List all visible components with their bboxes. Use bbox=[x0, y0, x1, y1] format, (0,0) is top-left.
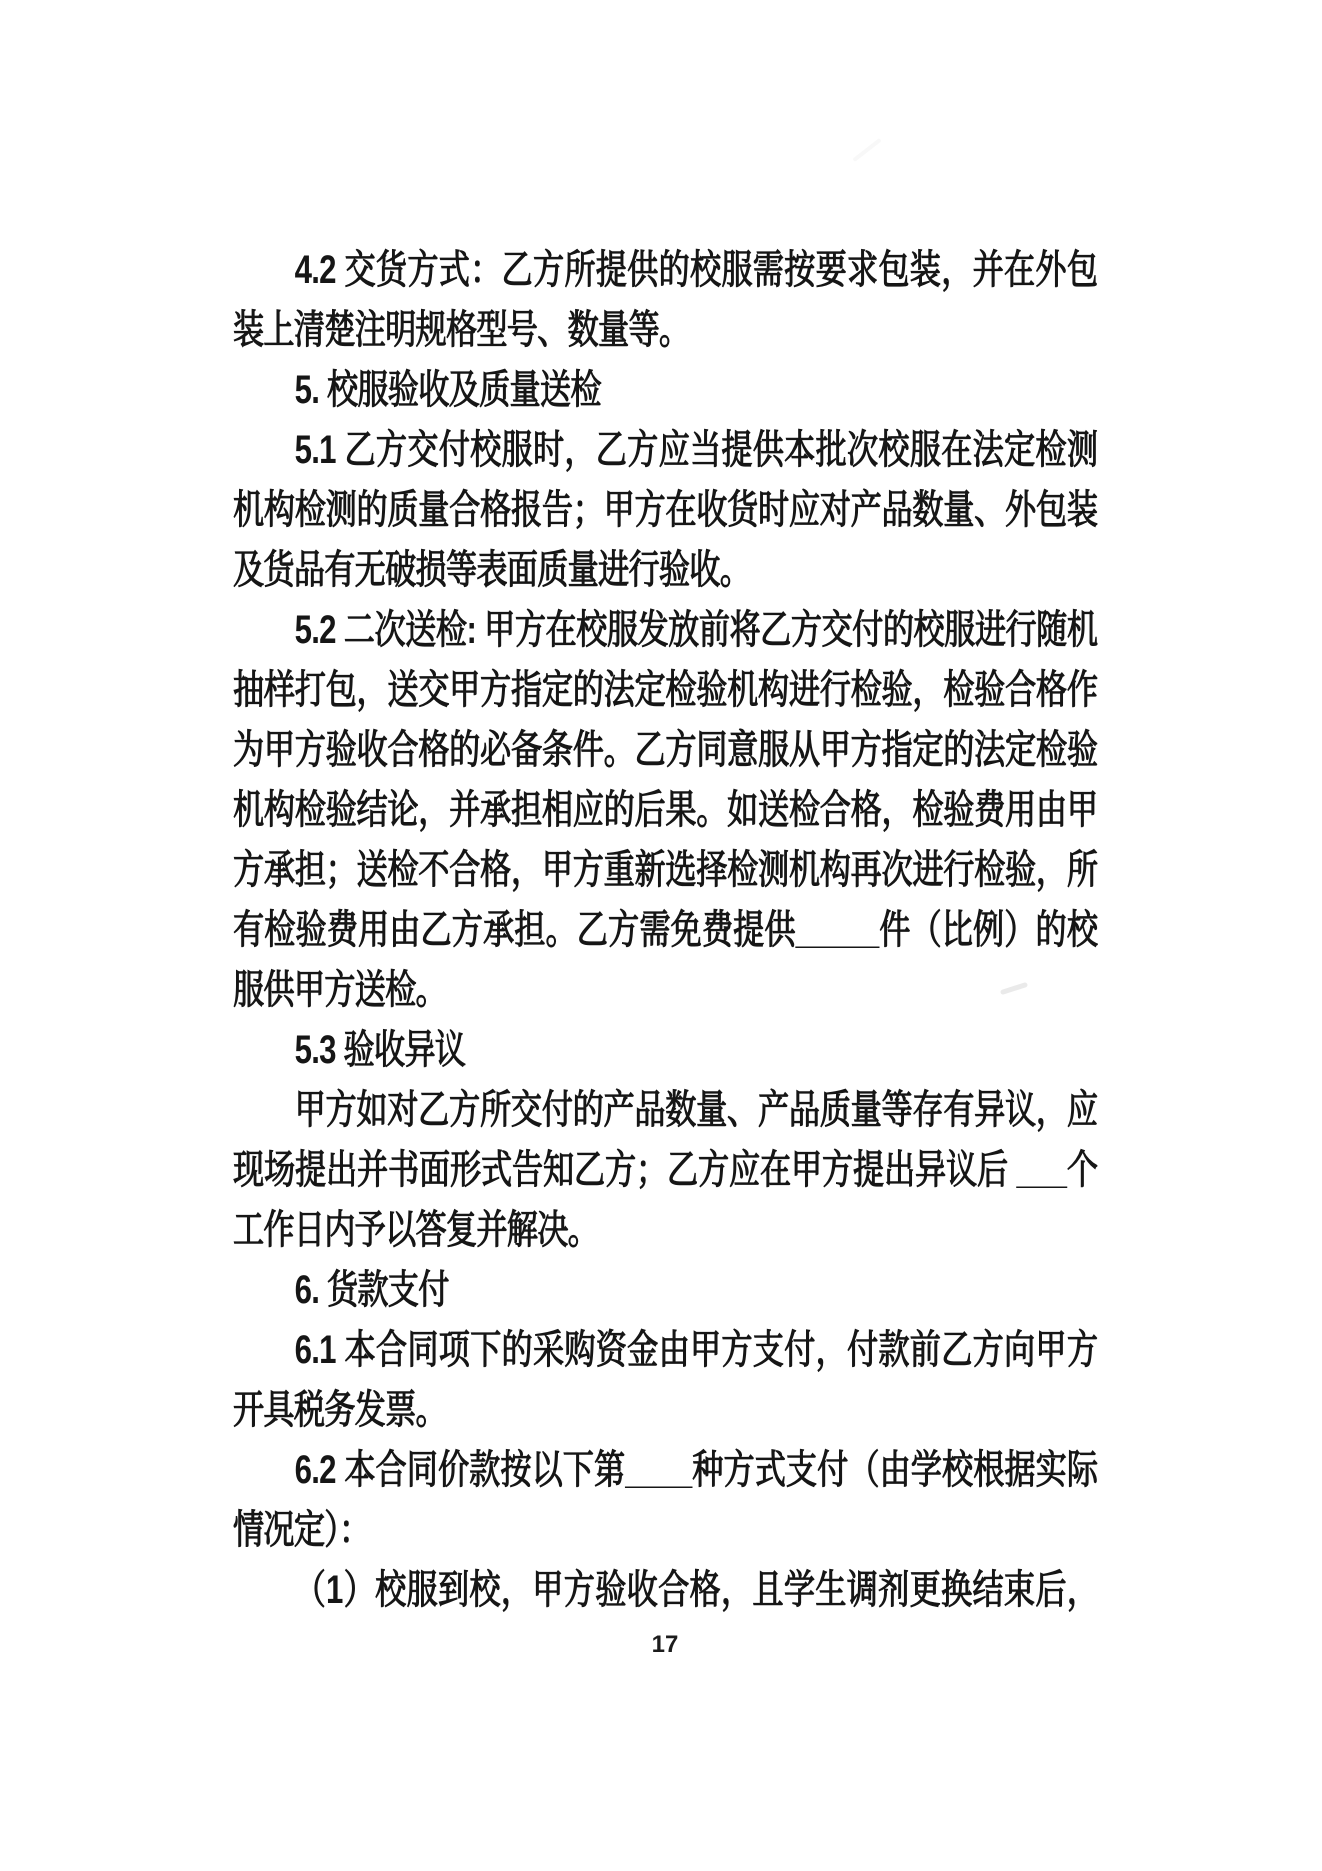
section-heading-5: 5. 校服验收及质量送检 bbox=[294, 368, 601, 412]
text-line: 工作日内予以答复并解决。 bbox=[233, 1208, 599, 1252]
scan-artifact bbox=[852, 138, 881, 162]
page-number: 17 bbox=[651, 1631, 679, 1658]
text-line: 甲方如对乙方所交付的产品数量、产品质量等存有异议，应 bbox=[294, 1088, 1098, 1132]
text-line: 服供甲方送检。 bbox=[233, 968, 446, 1012]
text-line-with-blank: 有检验费用由乙方承担。乙方需免费提供_____件（比例）的校 bbox=[233, 908, 1098, 952]
text-line: 情况定）： bbox=[233, 1508, 370, 1552]
text-line: 机构检验结论，并承担相应的后果。如送检合格，检验费用由甲 bbox=[233, 788, 1098, 832]
text-line: 装上清楚注明规格型号、数量等。 bbox=[233, 308, 690, 352]
text-line-clause-6-2-with-blank: 6.2 本合同价款按以下第____种方式支付（由学校根据实际 bbox=[294, 1448, 1098, 1492]
text-line: 方承担；送检不合格，甲方重新选择检测机构再次进行检验，所 bbox=[233, 848, 1098, 892]
text-line: 机构检测的质量合格报告；甲方在收货时应对产品数量、外包装 bbox=[233, 488, 1098, 532]
text-line: 为甲方验收合格的必备条件。乙方同意服从甲方指定的法定检验 bbox=[233, 728, 1098, 772]
text-line: 及货品有无破损等表面质量进行验收。 bbox=[233, 548, 751, 592]
contract-text-block bbox=[233, 240, 1322, 1620]
section-heading-5-3: 5.3 验收异议 bbox=[294, 1028, 466, 1072]
text-line-clause-5-2: 5.2 二次送检: 甲方在校服发放前将乙方交付的校服进行随机 bbox=[294, 608, 1098, 652]
text-line-payment-option-1: （1）校服到校，甲方验收合格，且学生调剂更换结束后， bbox=[294, 1568, 1098, 1612]
text-line-clause-6-1: 6.1 本合同项下的采购资金由甲方支付，付款前乙方向甲方 bbox=[294, 1328, 1098, 1372]
text-line: 抽样打包，送交甲方指定的法定检验机构进行检验，检验合格作 bbox=[233, 668, 1098, 712]
text-line-with-blank: 现场提出并书面形式告知乙方；乙方应在甲方提出异议后 ___个 bbox=[233, 1148, 1098, 1192]
text-line-delivery-method: 4.2 交货方式：乙方所提供的校服需按要求包装，并在外包 bbox=[294, 248, 1098, 292]
text-line-clause-5-1: 5.1 乙方交付校服时，乙方应当提供本批次校服在法定检测 bbox=[294, 428, 1098, 472]
section-heading-6: 6. 货款支付 bbox=[294, 1268, 449, 1312]
text-line: 开具税务发票。 bbox=[233, 1388, 446, 1432]
